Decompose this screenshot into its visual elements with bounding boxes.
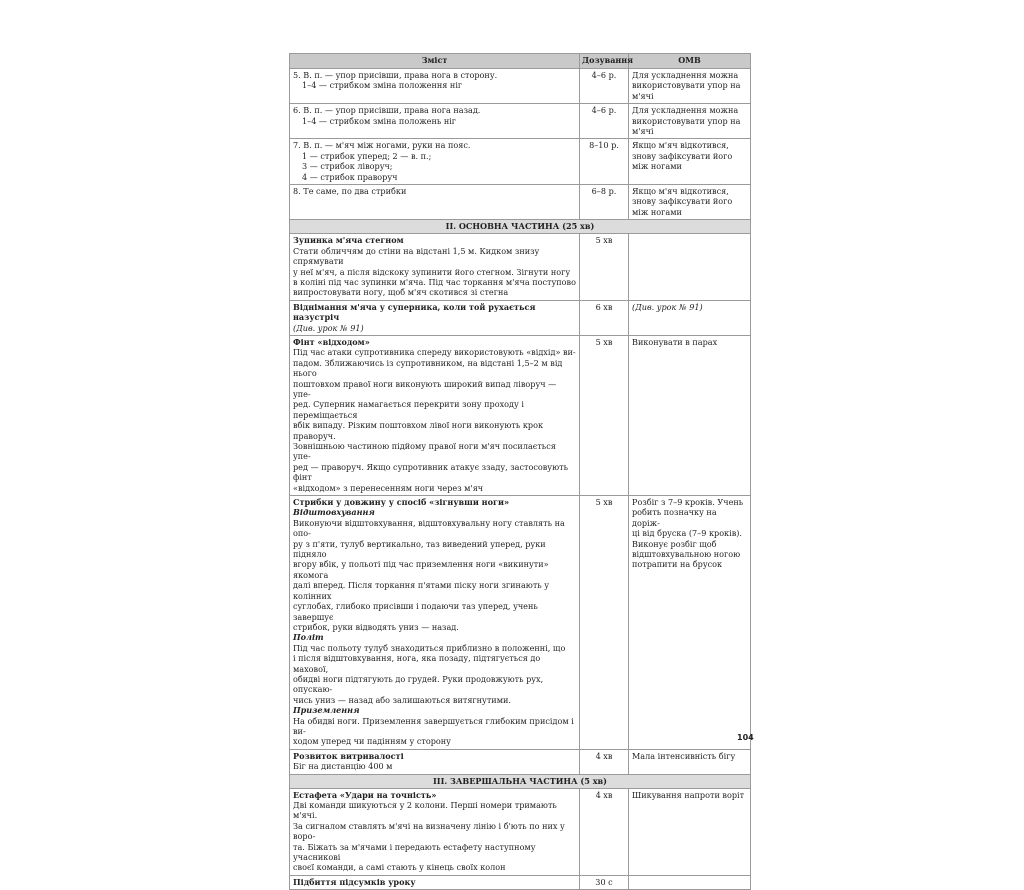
omv-cell [629,788,751,875]
content-line: Під час атаки супротивника спереду використовують «відхід» ви- [293,347,576,358]
content-cell [290,335,580,495]
content-line: Фінт «відходом» [293,336,370,347]
omv-cell [629,749,751,774]
document-page [289,53,750,890]
content-cell [290,300,580,335]
omv-line: використовувати упор на [632,115,741,126]
omv-line: Виконує розбіг щоб [632,538,717,549]
content-line: та. Біжать за м'ячами і передають естафету наступному учасникові [293,841,536,863]
table-row [290,300,751,335]
content-line: Виконуючи відштовхування, відштовхувальну ногу ставлять на опо- [293,517,565,539]
dose-cell: 5 хв [580,234,629,300]
omv-line: потрапити на брусок [632,559,723,570]
section-header-row [290,774,751,788]
content-line: Розвиток витривалості [293,750,404,761]
content-line: За сигналом ставлять м'ячі на визначену лінію і б'ють по них у воро- [293,820,565,842]
content-line: ред. Суперник намагається перекрити зону проходу і переміщається [293,399,524,420]
omv-line: Розбіг з 7–9 кроків. Учень [632,497,744,508]
content-line: падом. Зближаючись із супротивником, на відстані 1,5–2 м від нього [293,357,563,379]
table-row [290,69,751,104]
content-cell [290,496,580,750]
section-header-row [290,220,751,234]
section-title: II. ОСНОВНА ЧАСТИНА (25 хв) [290,220,751,234]
table-row [290,104,751,139]
table-row [290,139,751,185]
content-line: Підбиття підсумків уроку [293,876,416,887]
content-line: Зупинка м'яча стегном [293,235,404,246]
omv-line: між ногами [632,206,682,217]
content-line: Естафета «Удари на точність» [293,789,437,800]
header-content: Зміст [290,54,580,69]
table-row [290,788,751,875]
content-line: (Див. урок № 91) [293,322,364,333]
omv-cell [629,335,751,495]
omv-cell [629,69,751,104]
omv-line: робить позначку на доріж- [632,507,717,528]
omv-line: Виконувати в парах [632,336,718,347]
lesson-plan-table [289,53,751,890]
content-line: ходом уперед чи падінням у сторону [293,736,451,747]
content-cell [290,788,580,875]
header-omv: ОМВ [629,54,751,69]
content-line: 5. В. п. — упор присівши, права нога в сторону. [293,70,498,80]
dose-cell: 5 хв [580,335,629,495]
dose-cell: 30 с [580,875,629,889]
omv-line: знову зафіксувати його [632,150,733,161]
dose-cell: 4 хв [580,749,629,774]
omv-line: Якщо м'яч відкотився, [632,186,729,197]
omv-line: м'ячі [632,90,654,101]
dose-cell: 5 хв [580,496,629,750]
table-row [290,875,751,889]
content-line: 1–4 — стрибком зміна положень ніг [302,115,457,126]
omv-cell [629,300,751,335]
omv-line: Якщо м'яч відкотився, [632,140,729,151]
table-row [290,234,751,300]
page-number: 104 [737,733,754,742]
dose-cell: 6 хв [580,300,629,335]
table-body [290,69,751,890]
omv-line: відштовхувальною ногою [632,549,741,560]
content-line: і після відштовхування, нога, яка позаду, підтягується до махової, [293,653,541,674]
content-line: 3 — стрибок ліворуч; [302,161,393,172]
dose-cell: 4 хв [580,788,629,875]
omv-cell [629,185,751,220]
omv-line: ці від бруска (7–9 кроків). [632,528,742,539]
content-line: вбік випаду. Різким поштовхом лівої ноги виконують крок праворуч. [293,420,543,441]
content-line: 1 — стрибок уперед; 2 — в. п.; [302,150,432,161]
content-line: На обидві ноги. Приземлення завершується глибоким присідом і ви- [293,715,574,736]
omv-line: використовувати упор на [632,80,741,91]
omv-cell [629,496,751,750]
dose-cell: 4–6 р. [580,104,629,139]
content-line: Стати обличчям до стіни на відстані 1,5 м. Кидком знизу спрямувати [293,245,540,267]
content-cell [290,139,580,185]
content-line: Політ [293,632,324,643]
content-line: 4 — стрибок праворуч [302,171,398,182]
dose-cell: 6–8 р. [580,185,629,220]
omv-cell [629,104,751,139]
omv-line: між ногами [632,161,682,172]
omv-line: м'ячі [632,126,654,137]
omv-cell [629,875,751,889]
content-cell [290,69,580,104]
content-cell [290,104,580,139]
omv-line: Мала інтенсивність бігу [632,750,736,761]
omv-line: Шикування напроти воріт [632,789,745,800]
table-row [290,496,751,750]
table-row [290,335,751,495]
table-row [290,185,751,220]
content-line: Стрибки у довжину у спосіб «зігнувши ноги» [293,497,510,508]
content-line: Віднімання м'яча у суперника, коли той рухається назустріч [293,301,536,323]
content-line: стрибок, руки відводять униз — назад. [293,621,459,632]
content-line: ред — праворуч. Якщо супротивник атакує ззаду, застосовують фінт [293,461,569,483]
dose-cell: 4–6 р. [580,69,629,104]
content-cell [290,875,580,889]
content-line: обидві ноги підтягують до грудей. Руки продовжують рух, опускаю- [293,673,544,695]
content-line: Дві команди шикуються у 2 колони. Перші номери тримають м'ячі. [293,800,557,821]
content-line: ру з п'яти, тулуб вертикально, таз виведений уперед, руки підняло [293,538,546,560]
content-line: чись униз — назад або залишаються витягнутими. [293,694,511,705]
content-line: 8. Те саме, по два стрибки [293,186,407,197]
omv-cell [629,234,751,300]
omv-line: Для ускладнення можна [632,70,739,80]
dose-cell: 8–10 р. [580,139,629,185]
content-line: 6. В. п. — упор присівши, права нога назад. [293,105,481,116]
omv-cell [629,139,751,185]
content-line: Відштовхування [293,507,375,518]
content-cell [290,185,580,220]
content-line: далі вперед. Після торкання п'ятами піску ноги згинають у колінних [293,580,550,601]
content-line: поштовхом правої ноги виконують широкий випад ліворуч — упе- [293,378,557,399]
content-line: 1–4 — стрибком зміна положення ніг [302,80,463,91]
content-line: Біг на дистанцію 400 м [293,761,393,772]
table-header-row [290,54,751,69]
omv-line: Для ускладнення можна [632,105,739,116]
omv-line: (Див. урок № 91) [632,301,703,312]
table-row [290,749,751,774]
content-line: вгору вбік, у польоті під час приземлення ноги «викинути» якомога [293,559,549,580]
section-title: III. ЗАВЕРШАЛЬНА ЧАСТИНА (5 хв) [290,774,751,788]
content-line: у неї м'яч, а після відскоку зупинити його стегном. Зігнути ногу [293,266,571,277]
header-dose: Дозування [580,54,629,69]
content-line: суглобах, глибоко присівши і подаючи таз уперед, учень завершує [293,601,538,622]
content-line: Під час польоту тулуб знаходиться приблизно в положенні, що [293,642,566,653]
content-line: своєї команди, а самі стають у кінець своїх колон [293,862,506,873]
content-line: в коліні під час зупинки м'яча. Під час торкання м'яча поступово [293,276,576,287]
content-line: Приземлення [293,705,360,716]
omv-line: знову зафіксувати його [632,196,733,207]
content-line: випростовувати ногу, щоб м'яч скотився зі стегна [293,287,509,298]
content-line: 7. В. п. — м'яч між ногами, руки на пояс. [293,140,471,151]
content-line: «відходом» з перенесенням ноги через м'яч [293,482,484,493]
content-cell [290,749,580,774]
content-line: Зовнішньою частиною підйому правої ноги м'яч посилається упе- [293,441,556,462]
content-cell [290,234,580,300]
